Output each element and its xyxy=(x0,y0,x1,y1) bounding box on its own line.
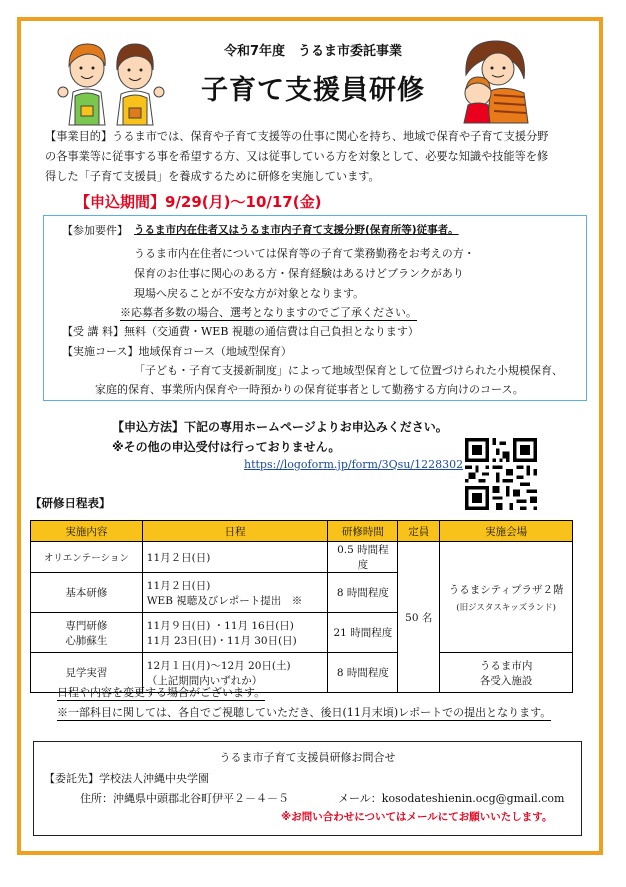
apply-note: ※その他の申込受付は行っておりません。 xyxy=(112,440,341,454)
application-period: 【申込期間】9/29(月)〜10/17(金) xyxy=(75,193,322,211)
row-content: 基本研修 xyxy=(31,573,143,613)
capacity-cell: 50 名 xyxy=(398,542,440,693)
row-hours: 8 時間程度 xyxy=(328,573,398,613)
requirements-line: 現場へ戻ることが不安な方が対象となります。 xyxy=(134,287,365,300)
course-description: 家庭的保育、事業所内保育や一時預かりの保育従事者として勤務する方向けのコース。 xyxy=(95,383,524,396)
contact-note: ※お問い合わせについてはメールにてお願いいたします。 xyxy=(281,811,553,823)
row-date-line: 12月１日(月)〜12月 20日(土) xyxy=(146,659,291,672)
venue-cell xyxy=(440,653,573,693)
venue-note: (旧ジスタスキッズランド) xyxy=(456,602,556,613)
course-description: 「子ども・子育て支援新制度」によって地域型保育として位置づけられた小規模保育、 xyxy=(134,364,563,377)
row-hours: 0.5 時間程度 xyxy=(328,542,398,573)
schedule-table xyxy=(30,520,573,693)
intro-line: の各事業等に従事する事を希望する方、又は従事している方を対象として、必要な知識や技能等を修 xyxy=(45,150,549,163)
venue-name: 各受入施設 xyxy=(479,674,533,687)
requirements-label: 【参加要件】 xyxy=(62,224,128,237)
row-date: 11月２日(日) xyxy=(142,542,328,573)
row-content-line: 心肺蘇生 xyxy=(65,634,108,647)
row-content: 見学実習 xyxy=(31,653,143,693)
table-header-row xyxy=(31,521,573,542)
row-date-line: WEB 視聴及びレポート提出 ※ xyxy=(146,594,303,607)
column-header: 実施会場 xyxy=(440,521,573,542)
row-date xyxy=(142,573,328,613)
row-date xyxy=(142,613,328,653)
qr-code-icon[interactable] xyxy=(465,438,537,510)
requirements-line: うるま市内在住者については保育等の子育て業務勤務をお考えの方・ xyxy=(134,247,475,260)
course-line: 【実施コース】地域保育コース（地域型保育） xyxy=(62,345,292,358)
row-date-line: 11月 23日(日)・11月 30日(日) xyxy=(146,634,297,647)
requirements-main: うるま市内在住者又はうるま市内子育て支援分野(保育所等)従事者。 xyxy=(134,224,459,236)
contact-email[interactable]: メール：kosodateshienin.ocg@gmail.com xyxy=(338,792,565,805)
schedule-heading: 【研修日程表】 xyxy=(30,496,111,510)
fee-line: 【受 講 料】無料（交通費・WEB 視聴の通信費は自己負担となります） xyxy=(62,325,419,338)
apply-url-link[interactable]: https://logoform.jp/form/3Qsu/1228302 xyxy=(244,458,464,471)
column-header: 日程 xyxy=(142,521,328,542)
row-hours: 21 時間程度 xyxy=(328,613,398,653)
intro-line: 得した「子育て支援員」を養成するために研修を実施しています。 xyxy=(45,170,380,183)
selection-note: ※応募者多数の場合、選考となりますのでご了承ください。 xyxy=(120,306,417,319)
column-header: 研修時間 xyxy=(328,521,398,542)
column-header: 実施内容 xyxy=(31,521,143,542)
table-row xyxy=(31,542,573,573)
schedule-note: 日程や内容を変更する場合がございます。 xyxy=(57,686,266,699)
row-content xyxy=(31,613,143,653)
apply-method: 【申込方法】下記の専用ホームページよりお申込みください。 xyxy=(112,420,448,434)
page-subtitle: 令和7年度 うるま市委託事業 xyxy=(223,44,403,59)
row-date-line: 11月９日(日) ・11月 16日(日) xyxy=(146,619,294,632)
row-content-line: 専門研修 xyxy=(65,619,108,632)
intro-line: 【事業目的】うるま市では、保育や子育て支援等の仕事に関心を持ち、地域で保育や子育て支援分野 xyxy=(45,130,549,143)
row-hours: 8 時間程度 xyxy=(328,653,398,693)
schedule-note: ※一部科目に関しては、各自でご視聴していただき、後日(11月末頃)レポートでの提出となります。 xyxy=(57,706,552,719)
contact-address: 住所：沖縄県中頭郡北谷町伊平２－４－５ xyxy=(80,792,289,805)
row-date-line: （上記期間内いずれか） xyxy=(146,674,263,687)
intro-paragraph xyxy=(45,127,590,187)
venue-cell xyxy=(440,542,573,653)
venue-name: うるま市内 xyxy=(479,659,533,672)
page-title: 子育て支援員研修 xyxy=(201,75,425,106)
contact-organization: 【委託先】学校法人沖縄中央学園 xyxy=(44,772,209,785)
venue-name: うるまシティプラザ２階 xyxy=(448,583,564,596)
row-content: オリエンテーション xyxy=(31,542,143,573)
row-date-line: 11月２日(日) xyxy=(146,579,211,592)
column-header: 定員 xyxy=(398,521,440,542)
requirements-line: 保育のお仕事に関心のある方・保育経験はあるけどブランクがあり xyxy=(134,267,464,280)
contact-title: うるま市子育て支援員研修お問合せ xyxy=(219,751,396,764)
